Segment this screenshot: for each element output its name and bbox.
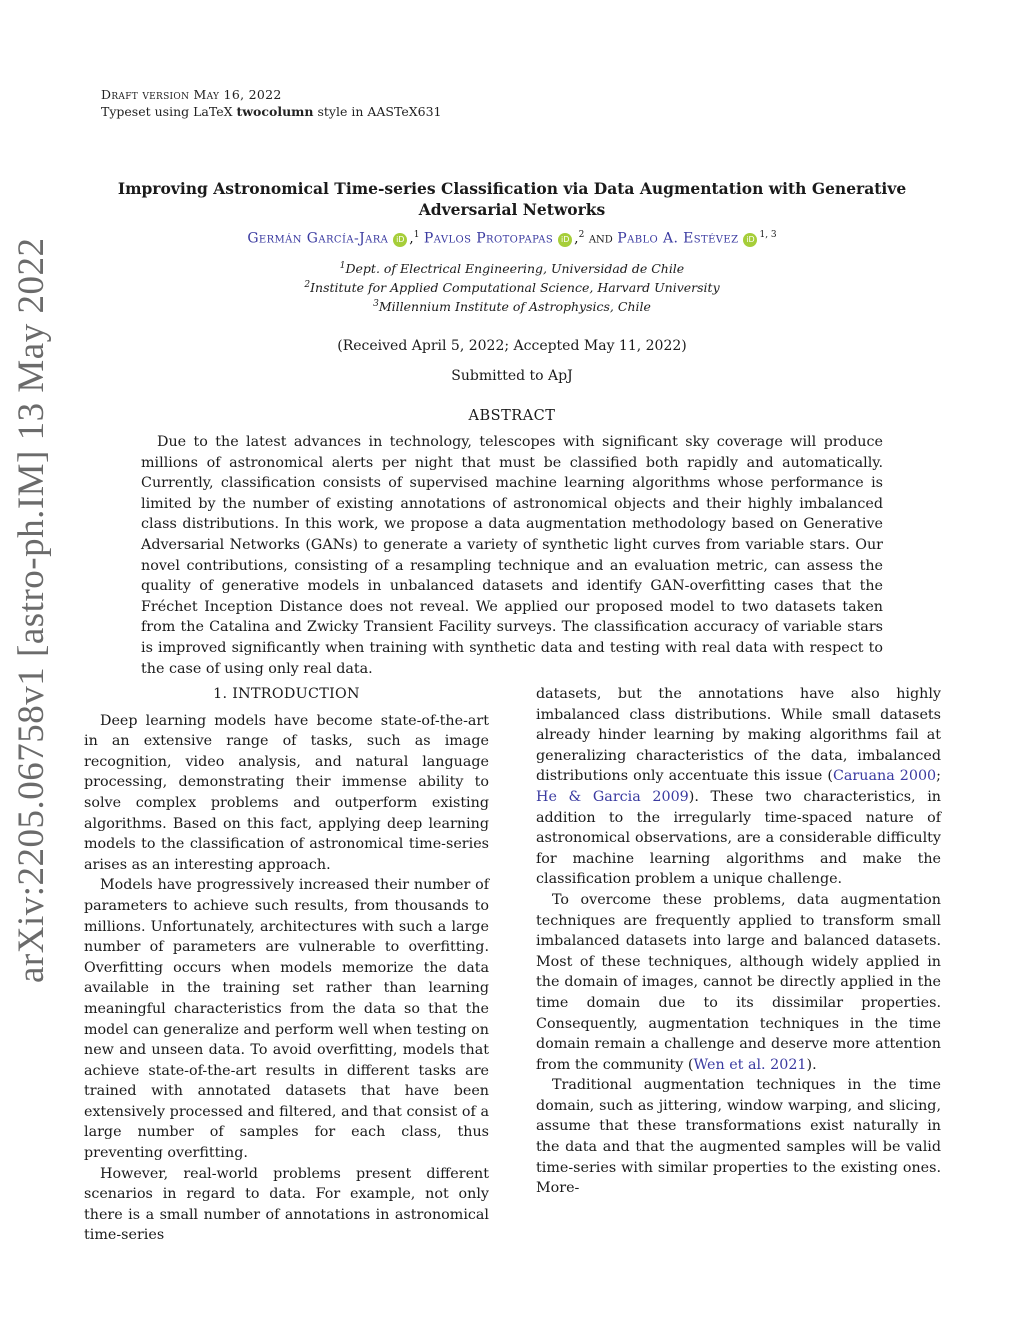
author-name[interactable]: Pavlos Protopapas [423, 230, 554, 247]
paragraph: Deep learning models have become state-of-the-art in an extensive range of tasks, such as image recognition, video analysis, and natural language processing, demonstrating their immense ability to solve complex problems and outperform existing algorithms. Based on this fact, applying deep learning models to the classification of astronomical time-series arises as an interesting approach. [84, 712, 489, 873]
abstract-heading: ABSTRACT [468, 408, 556, 424]
author-name[interactable]: Germán García-Jara [247, 230, 389, 247]
orcid-icon[interactable]: iD [743, 233, 757, 247]
page-header [101, 86, 442, 120]
typeset-suffix: style in AASTeX631 [313, 104, 442, 119]
orcid-icon[interactable]: iD [393, 233, 407, 247]
section-heading: 1. INTRODUCTION [213, 686, 360, 702]
paragraph [536, 890, 941, 1075]
typeset-prefix: Typeset using [101, 104, 194, 119]
affiliation-text: Dept. of Electrical Engineering, Universidad de Chile [345, 261, 685, 277]
abstract-text: Due to the latest advances in technology, telescopes with significant sky coverage will produce millions of astronomical alerts per night that must be classified both rapidly and automatically. Currently, classification consists of supervised machine learning algorithms whose performance is limited by the number of existing annotations of astronomical objects and their highly imbalanced class distributions. In this work, we propose a data augmentation methodology based on Generative Adversarial Networks (GANs) to generate a variety of synthetic light curves from variable stars. Our novel contributions, consisting of a resampling technique and an evaluation metric, can assess the quality of generative models in unbalanced datasets and identify GAN-overfitting cases that the Fréchet Inception Distance does not reveal. We applied our proposed model to two datasets taken from the Catalina and Zwicky Transient Facility surveys. The classification accuracy of variable stars is improved significantly when training with synthetic data and testing with real data with respect to the case of using only real data. [141, 434, 883, 677]
submitted-to: Submitted to ApJ [451, 368, 573, 384]
author-affil-sup: 1 [413, 230, 420, 240]
author-affil-sup: 2 [578, 230, 585, 240]
affiliation-sup: 1 [339, 261, 346, 271]
paragraph-text: To overcome these problems, data augmentation techniques are frequently applied to transform small imbalanced datasets into large and balanced datasets. Most of these techniques, although widely applied in the domain of images, cannot be directly applied in the time domain due to its dissimilar properties. Consequently, augmentation techniques in the time domain remain a challenge and deserve more attention from the community ( [536, 891, 941, 1073]
citation-link[interactable]: Caruana 2000 [832, 768, 937, 785]
paragraph: However, real-world problems present different scenarios in regard to data. For example, not only there is a small number of annotations in astronomical time-series [84, 1165, 489, 1244]
paragraph [536, 684, 941, 890]
affiliation-text: Institute for Applied Computational Science, Harvard University [310, 280, 720, 296]
draft-version: Draft version May 16, 2022 [101, 87, 282, 102]
author-affil-sup: 1, 3 [759, 230, 777, 240]
paper-title: Improving Astronomical Time-series Classification via Data Augmentation with Generative Adversarial Networks [117, 179, 907, 219]
left-column [84, 684, 489, 1246]
affiliation [100, 261, 924, 276]
right-column [536, 684, 941, 1199]
affiliation [100, 280, 924, 295]
paragraph-text: ). These two characteristics, in addition to the irregularly time-spaced nature of astronomical observations, are a considerable difficulty for machine learning algorithms and make the classification problem a unique challenge. [536, 788, 942, 888]
paragraph: Traditional augmentation techniques in the time domain, such as jittering, window warping, and slicing, assume that these transformations exist naturally in the data and that the augmented samples will be valid time-series with similar properties to the existing ones. More- [536, 1077, 941, 1197]
paragraph: Models have progressively increased their number of parameters to achieve such results, from thousands to millions. Unfortunately, architectures with such a large number of parameters are vulnerable to overfitting. Overfitting occurs when models memorize the data available in the training set rather than learning meaningful characteristics from the data so that the model can generalize and perform well when testing on new and unseen data. To avoid overfitting, models that achieve state-of-the-art results in different tasks are trained with annotated datasets that have been extensively processed and filtered, and that consist of a large number of samples for each class, thus preventing overfitting. [84, 877, 489, 1162]
affiliation [100, 299, 924, 314]
author-list: Germán García-Jara iD ,$^1$ Pavlos Protopapas iD ,$^2$ and Pablo A. Estévez iD $^{1, 3}$ [247, 230, 777, 247]
arxiv-stamp: arXiv:2205.06758v1 [astro-ph.IM] 13 May 2022 [11, 237, 52, 983]
typeset-line [101, 103, 442, 120]
latex-logo: LaTeX [193, 104, 233, 119]
affiliation-sup: 3 [373, 299, 379, 309]
paragraph-text: datasets, but the annotations have also highly imbalanced class distributions. While small datasets already hinder learning by making algorithms fail at generalizing characteristics of the data, imbalanced distributions only accentuate this issue ( [536, 686, 941, 785]
affiliation-text: Millennium Institute of Astrophysics, Chile [378, 299, 651, 315]
received-dates: (Received April 5, 2022; Accepted May 11, 2022) [337, 338, 687, 354]
citation-link[interactable]: He & Garcia 2009 [536, 788, 689, 805]
paragraph-text: ). [806, 1056, 817, 1073]
citation-link[interactable]: Wen et al. 2021 [693, 1056, 807, 1073]
twocolumn-label: twocolumn [236, 104, 314, 119]
orcid-icon[interactable]: iD [558, 233, 572, 247]
affiliation-sup: 2 [304, 280, 311, 290]
citation-separator: ; [936, 768, 941, 785]
and-word: and [588, 230, 613, 247]
author-name[interactable]: Pablo A. Estévez [617, 230, 739, 247]
